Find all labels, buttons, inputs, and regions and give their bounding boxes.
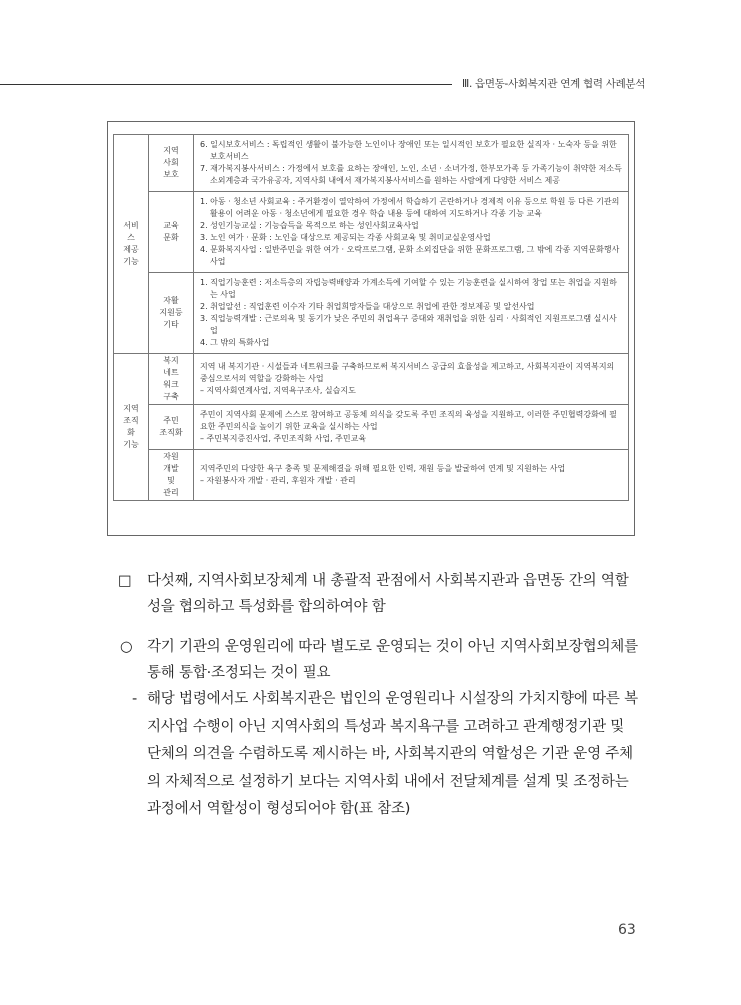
category-cell xyxy=(114,135,149,354)
subcategory-label: 교육 문화 xyxy=(163,221,179,242)
paragraph-2: 각기 기관의 운영원리에 따라 별도로 운영되는 것이 아닌 지역사회보장협의체를 통해 통합·조정되는 것이 필요 xyxy=(147,639,638,681)
subcategory-cell xyxy=(149,405,194,450)
list-item: – 지역사회연계사업, 지역욕구조사, 실습지도 xyxy=(200,386,356,395)
section-title: Ⅲ. 읍면동-사회복지관 연계 협력 사례분석 xyxy=(462,78,646,90)
list-item: 1. 아동 · 청소년 사회교육 : 주거환경이 열악하여 가정에서 학습하기 곤란하거나 경제적 이유 등으로 학원 등 다른 기관의 활용이 어려운 아동 · 청소년에게 필요한 경우 학습 내용 등에 대하여 지도하거나 각종 기능 교육 xyxy=(200,197,620,218)
header-rule xyxy=(0,84,452,85)
service-table xyxy=(113,134,629,501)
list-item: 지역 내 복지기관 · 시설들과 네트워크를 구축하므로써 복지서비스 공급의 효율성을 제고하고, 사회복지관이 지역복지의 중심으로서의 역할을 강화하는 사업 xyxy=(200,362,615,383)
subcategory-cell xyxy=(149,192,194,273)
subcategory-cell xyxy=(149,135,194,192)
list-item: 3. 직업능력개발 : 근로의욕 및 동기가 낮은 주민의 취업욕구 증대와 재취업을 위한 심리 · 사회적인 지원프로그램 실시사업 xyxy=(200,314,617,335)
subcategory-label: 지역 사회 보호 xyxy=(163,146,179,179)
list-item: – 자원봉사자 개발 · 관리, 후원자 개발 · 관리 xyxy=(200,476,356,485)
square-bullet-icon: □ xyxy=(118,573,132,589)
table-row xyxy=(114,135,629,192)
table-row xyxy=(114,273,629,354)
dash-bullet-icon: - xyxy=(132,691,138,707)
list-item: 7. 재가복지봉사서비스 : 가정에서 보호를 요하는 장애인, 노인, 소년 · 소녀가정, 한부모가족 등 가족기능이 취약한 저소득 소외계층과 국가유공자, 지역사회 내에서 재가복지봉사서비스를 원하는 사람에게 다양한 서비스 제공 xyxy=(200,164,622,185)
description-cell xyxy=(194,405,629,450)
subcategory-label: 복지 네트 워크 구축 xyxy=(163,356,179,401)
list-item: 지역주민의 다양한 욕구 충족 및 문제해결을 위해 필요한 인력, 재원 등을 발굴하여 연계 및 지원하는 사업 xyxy=(200,464,566,473)
list-item: 4. 그 밖의 특화사업 xyxy=(200,338,270,347)
page-number: 63 xyxy=(618,922,636,938)
list-item: 3. 노인 여가 · 문화 : 노인을 대상으로 제공되는 각종 사회교육 및 취미교실운영사업 xyxy=(200,233,491,242)
list-item: 2. 취업알선 : 직업훈련 이수자 기타 취업희망자들을 대상으로 취업에 관한 정보제공 및 알선사업 xyxy=(200,302,535,311)
subcategory-cell xyxy=(149,354,194,405)
description-cell xyxy=(194,354,629,405)
list-item: 2. 성인기능교실 : 기능습득을 목적으로 하는 성인사회교육사업 xyxy=(200,221,419,230)
table-row xyxy=(114,405,629,450)
list-item: 1. 직업기능훈련 : 저소득층의 자립능력배양과 가계소득에 기여할 수 있는 기능훈련을 실시하여 창업 또는 취업을 지원하는 사업 xyxy=(200,278,617,299)
paragraph-3: 해당 법령에서도 사회복지관은 법인의 운영원리나 시설장의 가치지향에 따른 복지사업 수행이 아닌 지역사회의 특성과 복지욕구를 고려하고 관계행정기관 및 단체의 의견을 수렴하도록 제시하는 바, 사회복지관의 역할성은 기관 운영 주체의 자체적으로 설정하기 보다는 지역사회 내에서 전달체계를 설계 및 조정하는 과정에서 역할성이 형성되어야 함(표 참조) xyxy=(147,691,638,817)
description-cell xyxy=(194,135,629,192)
list-item: – 주민복지증진사업, 주민조직화 사업, 주민교육 xyxy=(200,434,367,443)
list-item: 6. 일시보호서비스 : 독립적인 생활이 불가능한 노인이나 장애인 또는 일시적인 보호가 필요한 실직자 · 노숙자 등을 위한 보호서비스 xyxy=(200,140,617,161)
list-item: 주민이 지역사회 문제에 스스로 참여하고 공동체 의식을 갖도록 주민 조직의 육성을 지원하고, 이러한 주민협력강화에 필요한 주민의식을 높이기 위한 교육을 실시하는 사업 xyxy=(200,410,617,431)
category-label: 서비 스 제공 기능 xyxy=(123,221,139,266)
table-row xyxy=(114,450,629,501)
subcategory-cell xyxy=(149,273,194,354)
list-item: 4. 문화복지사업 : 일반주민을 위한 여가 · 오락프로그램, 문화 소외집단을 위한 문화프로그램, 그 밖에 각종 지역문화행사사업 xyxy=(200,245,620,266)
category-cell xyxy=(114,354,149,501)
table-row xyxy=(114,354,629,405)
subcategory-label: 자활 지원등 기타 xyxy=(159,296,183,329)
table-row xyxy=(114,192,629,273)
subcategory-cell xyxy=(149,450,194,501)
description-cell xyxy=(194,450,629,501)
paragraph-1: 다섯째, 지역사회보장체계 내 총괄적 관점에서 사회복지관과 읍면동 간의 역할성을 협의하고 특성화를 합의하여야 함 xyxy=(147,573,629,615)
circle-bullet-icon: ○ xyxy=(120,639,133,655)
description-cell xyxy=(194,192,629,273)
subcategory-label: 자원 개발 및 관리 xyxy=(163,452,179,497)
category-label: 지역 조직 화 기능 xyxy=(123,404,139,449)
subcategory-label: 주민 조직화 xyxy=(159,416,183,437)
description-cell xyxy=(194,273,629,354)
